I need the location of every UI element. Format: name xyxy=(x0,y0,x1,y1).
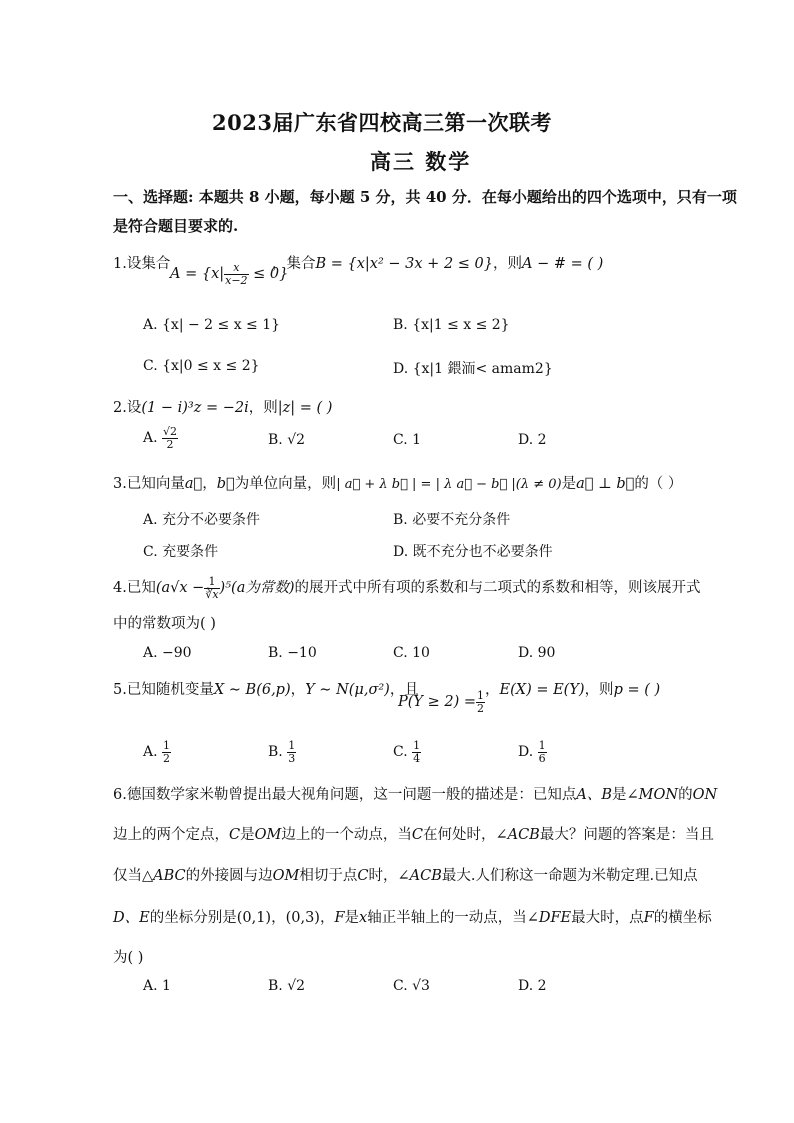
q1-text-a: 设集合 xyxy=(126,256,171,272)
frac-num: 1 xyxy=(413,739,421,752)
q4-frac-den: ∛x xyxy=(205,587,219,601)
q5-option-b-label: B. xyxy=(268,744,283,761)
q3-perp: a⃗ ⊥ b⃗ xyxy=(576,476,635,492)
q2-option-a-label: A. xyxy=(143,430,158,447)
q6-l1-b: A、B xyxy=(576,787,612,803)
q2-option-b: B. √2 xyxy=(268,432,306,448)
q6-l1-a: 德国数学家米勒曾提出最大视角问题，这一问题一般的描述是：已知点 xyxy=(126,787,577,803)
question-4-stem xyxy=(113,576,701,600)
q1-option-c: C. {x|0 ≤ x ≤ 2} xyxy=(143,358,260,374)
q1-fraction xyxy=(224,262,248,286)
q4-option-c: C. 10 xyxy=(393,645,430,661)
q4-option-d: D. 90 xyxy=(518,645,556,661)
q6-option-d: D. 2 xyxy=(518,978,547,994)
q3-condition: | a⃗ + λ b⃗ | = | λ a⃗ − b⃗ |(λ ≠ 0) xyxy=(336,477,562,492)
q1-option-b: B. {x|1 ≤ x ≤ 2} xyxy=(393,317,510,333)
q4-const-note: (a为常数) xyxy=(231,580,295,597)
q6-l4-l: 的横坐标 xyxy=(653,910,712,926)
frac-den: 2 xyxy=(163,751,171,765)
q6-l3-i: 最大.人们称这一命题为米勒定理.已知点 xyxy=(441,868,698,884)
q4-option-a: A. −90 xyxy=(143,645,192,661)
frac-num: 1 xyxy=(538,739,546,752)
q1-text-b: ，集合 xyxy=(272,256,316,272)
frac-den: 4 xyxy=(413,751,421,765)
q6-l4-h: 轴正半轴上的一动点，当 xyxy=(367,910,527,926)
q2-option-a xyxy=(143,426,178,450)
q6-l2-a: 边上的两个定点， xyxy=(113,827,229,843)
question-number: 4. xyxy=(113,580,127,597)
q4-option-b: B. −10 xyxy=(268,645,317,661)
q5-frac-num: 1 xyxy=(477,689,484,702)
q5-option-c-label: C. xyxy=(393,744,408,761)
q6-l3-f: C xyxy=(357,868,369,884)
q6-l1-d: ∠MON xyxy=(626,787,679,803)
question-number: 6. xyxy=(113,787,127,803)
q6-l3-c: 的外接圆与边 xyxy=(185,868,273,884)
q6-l2-i: 最大？问题的答案是：当且 xyxy=(539,827,714,843)
q1-set-a-left: A = {x| xyxy=(170,266,225,283)
q6-l3-d: OM xyxy=(272,868,300,884)
q2-option-c: C. 1 xyxy=(393,432,422,448)
q6-l3-g: 时， xyxy=(368,868,398,884)
question-2-stem xyxy=(113,396,332,417)
question-5-stem xyxy=(113,678,419,699)
q4-power: )⁵ xyxy=(219,580,232,597)
q6-l4-i: ∠DFE xyxy=(526,910,572,926)
q6-l4-d: ， xyxy=(319,910,335,926)
q6-l4-k: F xyxy=(643,910,654,926)
q1-option-d: D. {x|1 鍡洏< amam2} xyxy=(393,361,553,377)
q1-rest xyxy=(272,252,603,273)
q6-line3 xyxy=(113,864,698,885)
q5-option-a-fraction xyxy=(162,740,171,764)
q6-l2-g: 在何处时， xyxy=(422,827,496,843)
q5-y-dist: Y ∼ N(μ,σ²) xyxy=(305,682,390,698)
q6-line1 xyxy=(113,783,717,804)
q6-l1-f: ON xyxy=(692,787,718,803)
q6-l4-f: 是 xyxy=(344,910,360,926)
q6-l3-a: 仅当 xyxy=(113,868,142,884)
q1-set-a xyxy=(170,262,288,286)
q3-ask: 的（ ） xyxy=(634,476,683,492)
q4-frac-num: 1 xyxy=(204,576,219,589)
q6-l2-e: 边上的一个动点，当 xyxy=(281,827,412,843)
page-subtitle: 高三 数学 xyxy=(370,149,472,174)
question-number: 5. xyxy=(113,682,127,698)
q5-ask: p = ( ) xyxy=(613,682,661,698)
q1-frac-num: x xyxy=(224,262,248,275)
q5-option-b-fraction xyxy=(287,740,296,764)
q3-vector-b: b⃗ xyxy=(216,476,235,492)
q1-frac-den: x−2 xyxy=(225,273,248,287)
q1-set-b: B = {x|x² − 3x + 2 ≤ 0} xyxy=(315,256,493,272)
q3-text-c: 是 xyxy=(561,476,577,492)
q4-expr-a: (a√x − xyxy=(155,580,205,597)
q6-l3-h: ∠ACB xyxy=(397,868,442,884)
q6-l2-f: C xyxy=(411,827,423,843)
q2-frac-den: 2 xyxy=(166,437,174,451)
q6-line2 xyxy=(113,823,714,844)
q5-option-c xyxy=(393,740,421,764)
q3-text-b: 为单位向量，则 xyxy=(234,476,337,492)
q5-text-b: ，且 xyxy=(389,682,419,698)
q6-l1-e: 的 xyxy=(678,787,693,803)
q6-l2-h: ∠ACB xyxy=(495,827,540,843)
frac-num: 1 xyxy=(163,739,171,752)
question-number: 2. xyxy=(113,400,127,416)
q1-option-a: A. {x| − 2 ≤ x ≤ 1} xyxy=(143,317,281,333)
q6-l4-b: 的坐标分别是 xyxy=(149,910,237,926)
q6-line5: 为( ) xyxy=(113,950,144,966)
page-title: 2023届广东省四校高三第一次联考 xyxy=(212,110,552,135)
q6-l3-e: 相切于点 xyxy=(299,868,358,884)
q2-ask: |z| = ( ) xyxy=(277,400,333,416)
q2-expr: (1 − i)³z = −2i xyxy=(141,400,249,416)
question-number: 3. xyxy=(113,476,127,492)
frac-den: 3 xyxy=(288,751,296,765)
q5-option-d xyxy=(518,740,547,764)
q5-option-b xyxy=(268,740,296,764)
q6-l4-j: 最大时，点 xyxy=(571,910,644,926)
question-1-stem xyxy=(113,252,170,273)
q6-l2-b: C xyxy=(229,827,241,843)
q3-option-b: B. 必要不充分条件 xyxy=(393,512,511,528)
q5-option-d-fraction xyxy=(538,740,547,764)
q4-fraction xyxy=(204,576,219,600)
q5-x-dist: X ∼ B(6,p) xyxy=(213,682,291,698)
section-heading-line1: 一、选择题: 本题共 8 小题，每小题 5 分，共 40 分．在每小题给出的四个选项中，只有一项 xyxy=(113,188,737,206)
q6-l4-e: F xyxy=(334,910,345,926)
q3-text-a: 已知向量 xyxy=(126,476,185,492)
q6-l2-c: 是 xyxy=(240,827,255,843)
q3-option-d: D. 既不充分也不必要条件 xyxy=(393,544,553,560)
q5-fraction xyxy=(476,690,485,714)
q1-ask: A − # = ( ) xyxy=(521,256,604,272)
q6-l3-b: △ABC xyxy=(142,868,186,884)
q5-rest xyxy=(485,678,660,699)
q5-option-d-label: D. xyxy=(518,744,534,761)
q6-l4-a: D、E xyxy=(113,910,150,926)
q3-comma: ， xyxy=(202,476,217,492)
q5-option-c-fraction xyxy=(412,740,421,764)
q2-option-d: D. 2 xyxy=(518,432,547,448)
q5-text-c: ，则 xyxy=(584,682,614,698)
q3-vector-a: a⃗ xyxy=(184,476,203,492)
q5-comma2: ， xyxy=(485,682,500,698)
q2-text-b: ，则 xyxy=(248,400,278,416)
q5-comma: ， xyxy=(290,682,306,698)
q6-l4-c: (0,1)，(0,3) xyxy=(236,910,320,926)
q1-set-a-right: ≤ 0} xyxy=(248,266,289,283)
q5-probability xyxy=(398,690,485,714)
q1-text-c: ，则 xyxy=(492,256,522,272)
q2-text-a: 设 xyxy=(126,400,142,416)
frac-den: 6 xyxy=(538,751,546,765)
q5-option-a xyxy=(143,740,171,764)
q4-text-b: 的展开式中所有项的系数和与二项式的系数和相等，则该展开式 xyxy=(294,580,701,597)
q4-text-a: 已知 xyxy=(126,580,156,597)
q6-line4 xyxy=(113,906,712,927)
q4-line2: 中的常数项为( ) xyxy=(113,616,216,632)
q6-option-a: A. 1 xyxy=(143,978,171,994)
q3-option-a: A. 充分不必要条件 xyxy=(143,512,261,528)
q5-expectation: E(X) = E(Y) xyxy=(499,682,585,698)
q5-text-a: 已知随机变量 xyxy=(126,682,214,698)
q6-l4-g: x xyxy=(359,910,368,926)
question-3-stem xyxy=(113,472,682,493)
q2-frac-num: √2 xyxy=(163,425,178,438)
q6-option-b: B. √2 xyxy=(268,978,306,994)
q6-option-c: C. √3 xyxy=(393,978,430,994)
q6-l1-c: 是 xyxy=(611,787,627,803)
q3-option-c: C. 充要条件 xyxy=(143,544,219,560)
q5-option-a-label: A. xyxy=(143,744,158,761)
q5-prob-left: P(Y ≥ 2) = xyxy=(398,694,476,711)
frac-num: 1 xyxy=(288,739,296,752)
q5-frac-den: 2 xyxy=(477,701,484,715)
q2-option-a-fraction xyxy=(162,426,178,450)
question-number: 1. xyxy=(113,256,127,272)
q6-l2-d: OM xyxy=(254,827,282,843)
section-heading-line2: 是符合题目要求的. xyxy=(113,217,239,235)
